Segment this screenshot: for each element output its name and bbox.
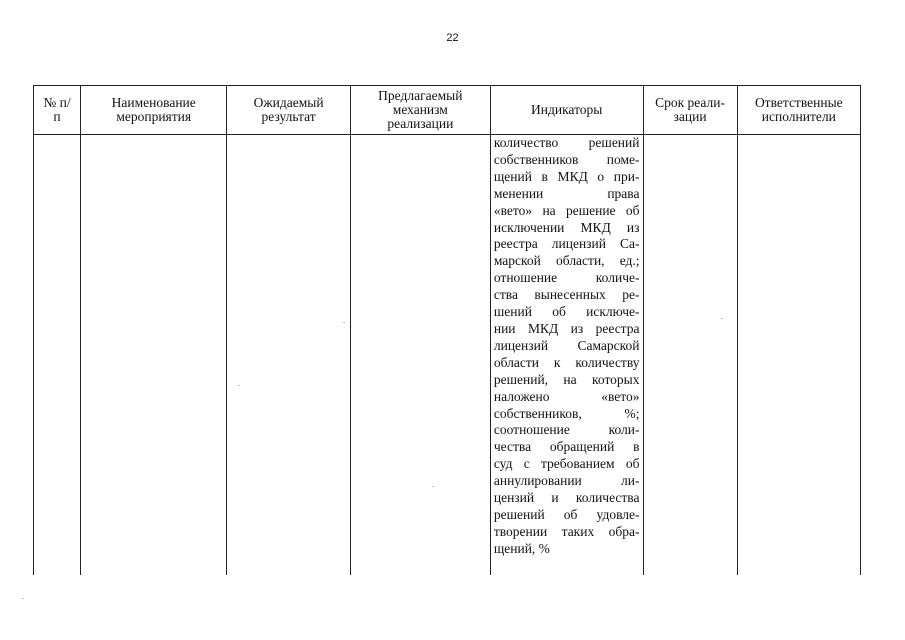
header-responsible: Ответственные исполнители [737,86,860,135]
indicator-line: области к количеству [493,354,640,370]
indicator-line: решений об удовле- [493,506,640,522]
indicator-line: марской области, ед.; [493,253,640,269]
cell-implementation-mechanism [350,135,490,576]
indicator-line: творении таких обра- [493,523,640,539]
indicator-line: нии МКД из реестра [493,320,640,336]
indicator-line: цензий и количества [493,490,640,506]
indicator-line: шений об исключе- [493,304,640,320]
cell-deadline [643,135,737,576]
indicator-line: щений в МКД о при- [493,168,640,184]
cell-measure-name [81,135,227,576]
indicator-line: соотношение коли- [493,422,640,438]
indicator-line: собственников, %; [493,405,640,421]
scan-speck [721,318,723,319]
indicator-line: аннулировании ли- [493,473,640,489]
header-indicators: Индикаторы [490,86,643,135]
scan-speck [343,322,345,323]
cell-expected-result [227,135,350,576]
scan-speck [238,385,240,386]
table-row [34,135,861,576]
indicator-line: собственников поме- [493,151,640,167]
indicator-line: наложено «вето» [493,388,640,404]
indicator-line: «вето» на решение об [493,202,640,218]
indicator-line: реестра лицензий Са- [493,236,640,252]
page-number: 22 [446,32,459,44]
cell-number [34,135,81,576]
indicator-line: менении права [493,185,640,201]
header-deadline: Срок реали-зации [643,86,737,135]
cell-indicators [490,135,643,576]
indicator-line: суд с требованием об [493,456,640,472]
table-header-row [34,86,861,135]
header-number: № п/п [34,86,81,135]
measures-table [33,85,861,575]
header-expected-result: Ожидаемый результат [227,86,350,135]
indicator-line: количество решений [493,135,640,150]
header-measure-name: Наименование мероприятия [81,86,227,135]
indicator-line: отношение количе- [493,270,640,286]
cell-responsible [737,135,860,576]
indicator-line: лицензий Самарской [493,337,640,353]
indicator-line: щений, % [493,540,550,556]
scan-speck [432,486,434,487]
indicator-line: решений, на которых [493,371,640,387]
scan-speck [22,598,24,599]
measures-table-container [33,85,861,575]
header-implementation-mechanism: Предлагаемый механизм реализации [350,86,490,135]
indicator-line: чества обращений в [493,439,640,455]
indicator-line: исключении МКД из [493,219,640,235]
indicator-line: ства вынесенных ре- [493,287,640,303]
